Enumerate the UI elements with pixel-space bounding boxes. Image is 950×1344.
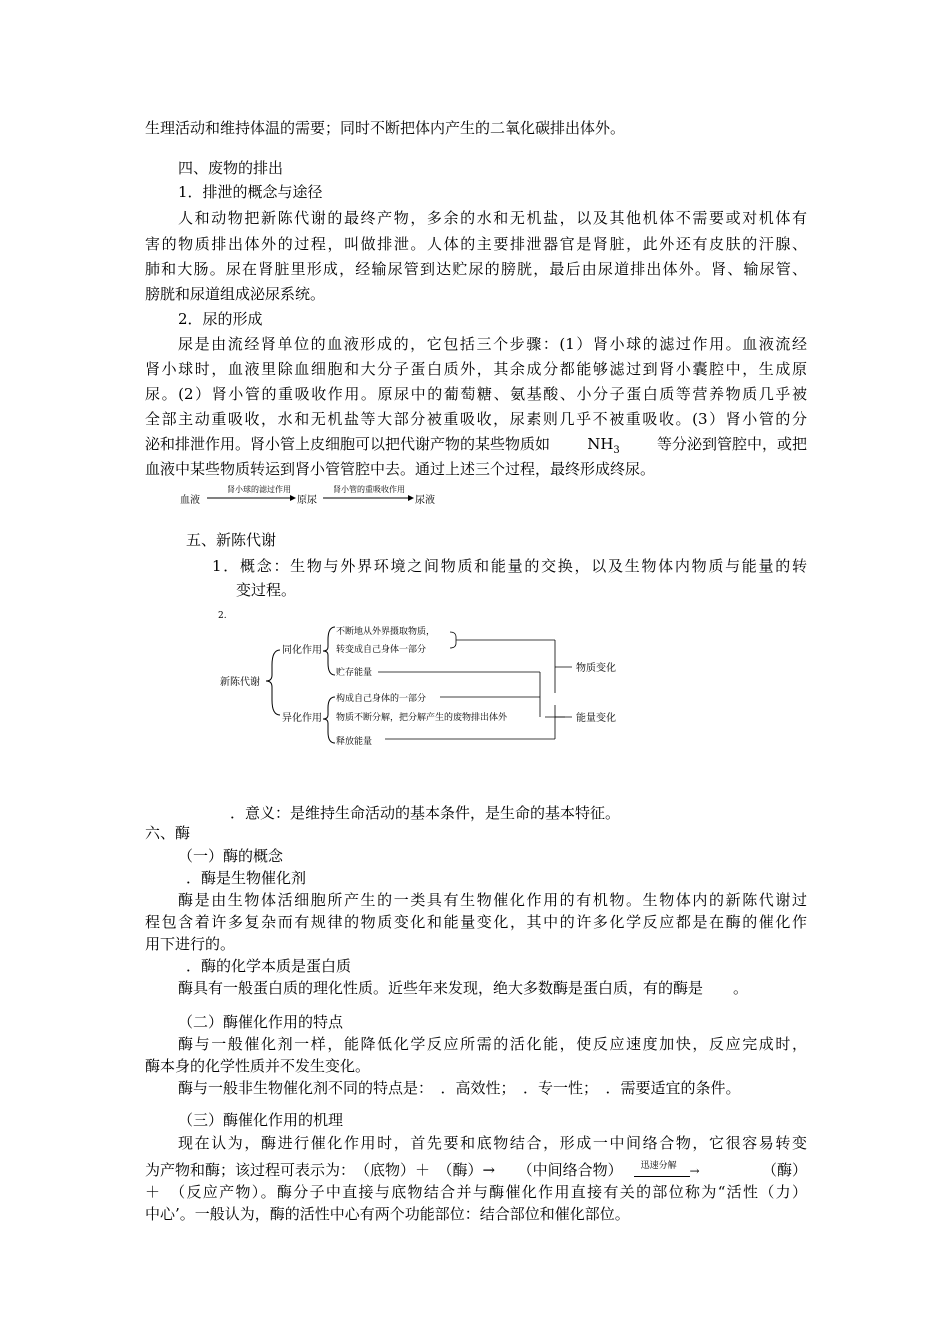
text-part: （酶） — [761, 1161, 807, 1179]
urine-flow-diagram — [175, 476, 475, 512]
text-part: 为产物和酶；该过程可表示为： （底物）＋ （酶）→ （中间络合物） — [145, 1161, 623, 1179]
matter-change: 物质变化 — [576, 663, 616, 674]
section-heading-5: 五、新陈代谢 — [186, 531, 277, 549]
paragraph-line: 膀胱和尿道组成泌尿系统。 — [145, 285, 326, 303]
paragraph-line: 人和动物把新陈代谢的最终产物，多余的水和无机盐，以及其他机体不需要或对机体有 — [178, 209, 807, 227]
subheading-4-1: 1．排泄的概念与途径 — [178, 183, 323, 201]
subheading-6-1-1: ．酶是生物催化剂 — [186, 869, 307, 887]
paragraph-line-with-reaction — [145, 1160, 807, 1181]
subheading-4-2: 2．尿的形成 — [178, 310, 263, 328]
paragraph-line: 酶与一般催化剂一样，能降低化学反应所需的活化能，使反应速度加快，反应完成时， — [178, 1035, 807, 1053]
paragraph-line: 全部主动重吸收，水和无机盐等大部分被重吸收，尿素则几乎不被重吸收。(3）肾小管的分 — [145, 410, 807, 428]
flow-final: 尿液 — [415, 495, 435, 506]
flow-primary: 原尿 — [297, 495, 317, 506]
flow-step1: 肾小球的滤过作用 — [227, 485, 291, 494]
dissimilation-label: 异化作用 — [282, 713, 322, 724]
paragraph-line: 肾小球时，血液里除血细胞和大分子蛋白质外，其余成分都能够滤过到肾小囊腔中，生成原 — [145, 360, 807, 378]
paragraph-line-with-formula — [145, 434, 807, 461]
diagram-number: 2. — [218, 611, 227, 621]
paragraph-line: 1．概念：生物与外界环境之间物质和能量的交换，以及生物体内物质与能量的转 — [212, 557, 807, 575]
formula-nh3: $NH_3$ — [587, 435, 620, 456]
paragraph-line: ．意义：是维持生命活动的基本条件，是生命的基本特征。 — [230, 804, 621, 822]
text-line: 生理活动和维持体温的需要；同时不断把体内产生的二氧化碳排出体外。 — [145, 119, 626, 137]
subheading-6-2: （二）酶催化作用的特点 — [178, 1013, 344, 1031]
paragraph-line: 中心’。一般认为，酶的活性中心有两个功能部位：结合部位和催化部位。 — [145, 1205, 630, 1223]
section-heading-6: 六、酶 — [145, 824, 191, 842]
paragraph-line: 现在认为，酶进行催化作用时，首先要和底物结合，形成一中间络合物，它很容易转变 — [178, 1134, 807, 1152]
flow-step2: 肾小管的重吸收作用 — [333, 485, 405, 494]
paragraph-line: 酶与一般非生物催化剂不同的特点是： ．高效性； ．专一性； ．需要适宜的条件。 — [178, 1079, 741, 1097]
dissim-item: 释放能量 — [336, 737, 373, 747]
section-heading-4: 四、废物的排出 — [178, 159, 284, 177]
paragraph-line: 酶是由生物体活细胞所产生的一类具有生物催化作用的有机物。生物体内的新陈代谢过 — [178, 891, 807, 909]
subheading-6-1: （一）酶的概念 — [178, 847, 284, 865]
paragraph-line: 变过程。 — [236, 581, 297, 599]
paragraph-line: 程包含着许多复杂而有规律的物质变化和能量变化，其中的许多化学反应都是在酶的催化作 — [145, 913, 807, 931]
dissim-item: 构成自己身体的一部分 — [336, 694, 427, 704]
text-part: 泌和排泄作用。肾小管上皮细胞可以把代谢产物的某些物质如 — [145, 435, 551, 453]
paragraph-line: 尿是由流经肾单位的血液形成的，它包括三个步骤：(1）肾小球的滤过作用。血液流经 — [178, 335, 807, 353]
paragraph-line: 用下进行的。 — [145, 935, 236, 953]
paragraph-line: 血液中某些物质转运到肾小管管腔中去。通过上述三个过程，最终形成终尿。 — [145, 460, 656, 478]
metabolism-diagram — [210, 605, 640, 755]
subheading-6-1-2: ．酶的化学本质是蛋白质 — [186, 957, 352, 975]
paragraph-line: 酶本身的化学性质并不发生变化。 — [145, 1057, 371, 1075]
assimilation-label: 同化作用 — [282, 645, 322, 656]
paragraph-line: 肺和大肠。尿在肾脏里形成，经输尿管到达贮尿的膀胱，最后由尿道排出体外。肾、输尿管、 — [145, 260, 807, 278]
paragraph-line: 尿。(2）肾小管的重吸收作用。原尿中的葡萄糖、氨基酸、小分子蛋白质等营养物质几乎被 — [145, 385, 807, 403]
reaction-arrow: 迅速分解 → — [633, 1160, 701, 1181]
diagram-root: 新陈代谢 — [220, 677, 260, 688]
assim-item: 不断地从外界摄取物质， — [336, 627, 436, 637]
assim-item: 贮存能量 — [336, 668, 373, 678]
energy-change: 能量变化 — [576, 713, 616, 724]
assim-item: 转变成自己身体一部分 — [336, 645, 427, 655]
paragraph-line: 酶具有一般蛋白质的理化性质。近些年来发现，绝大多数酶是蛋白质，有的酶是 。 — [178, 979, 749, 997]
text-part: 等分泌到管腔中，或把 — [656, 435, 807, 453]
dissim-item: 物质不断分解，把分解产生的废物排出体外 — [336, 713, 508, 723]
paragraph-line: ＋ （反应产物）。酶分子中直接与底物结合并与酶催化作用直接有关的部位称为“活性（力） — [145, 1183, 807, 1201]
paragraph-line: 害的物质排出体外的过程，叫做排泄。人体的主要排泄器官是肾脏，此外还有皮肤的汗腺、 — [145, 235, 807, 253]
subheading-6-3: （三）酶催化作用的机理 — [178, 1111, 344, 1129]
flow-blood: 血液 — [180, 495, 200, 506]
